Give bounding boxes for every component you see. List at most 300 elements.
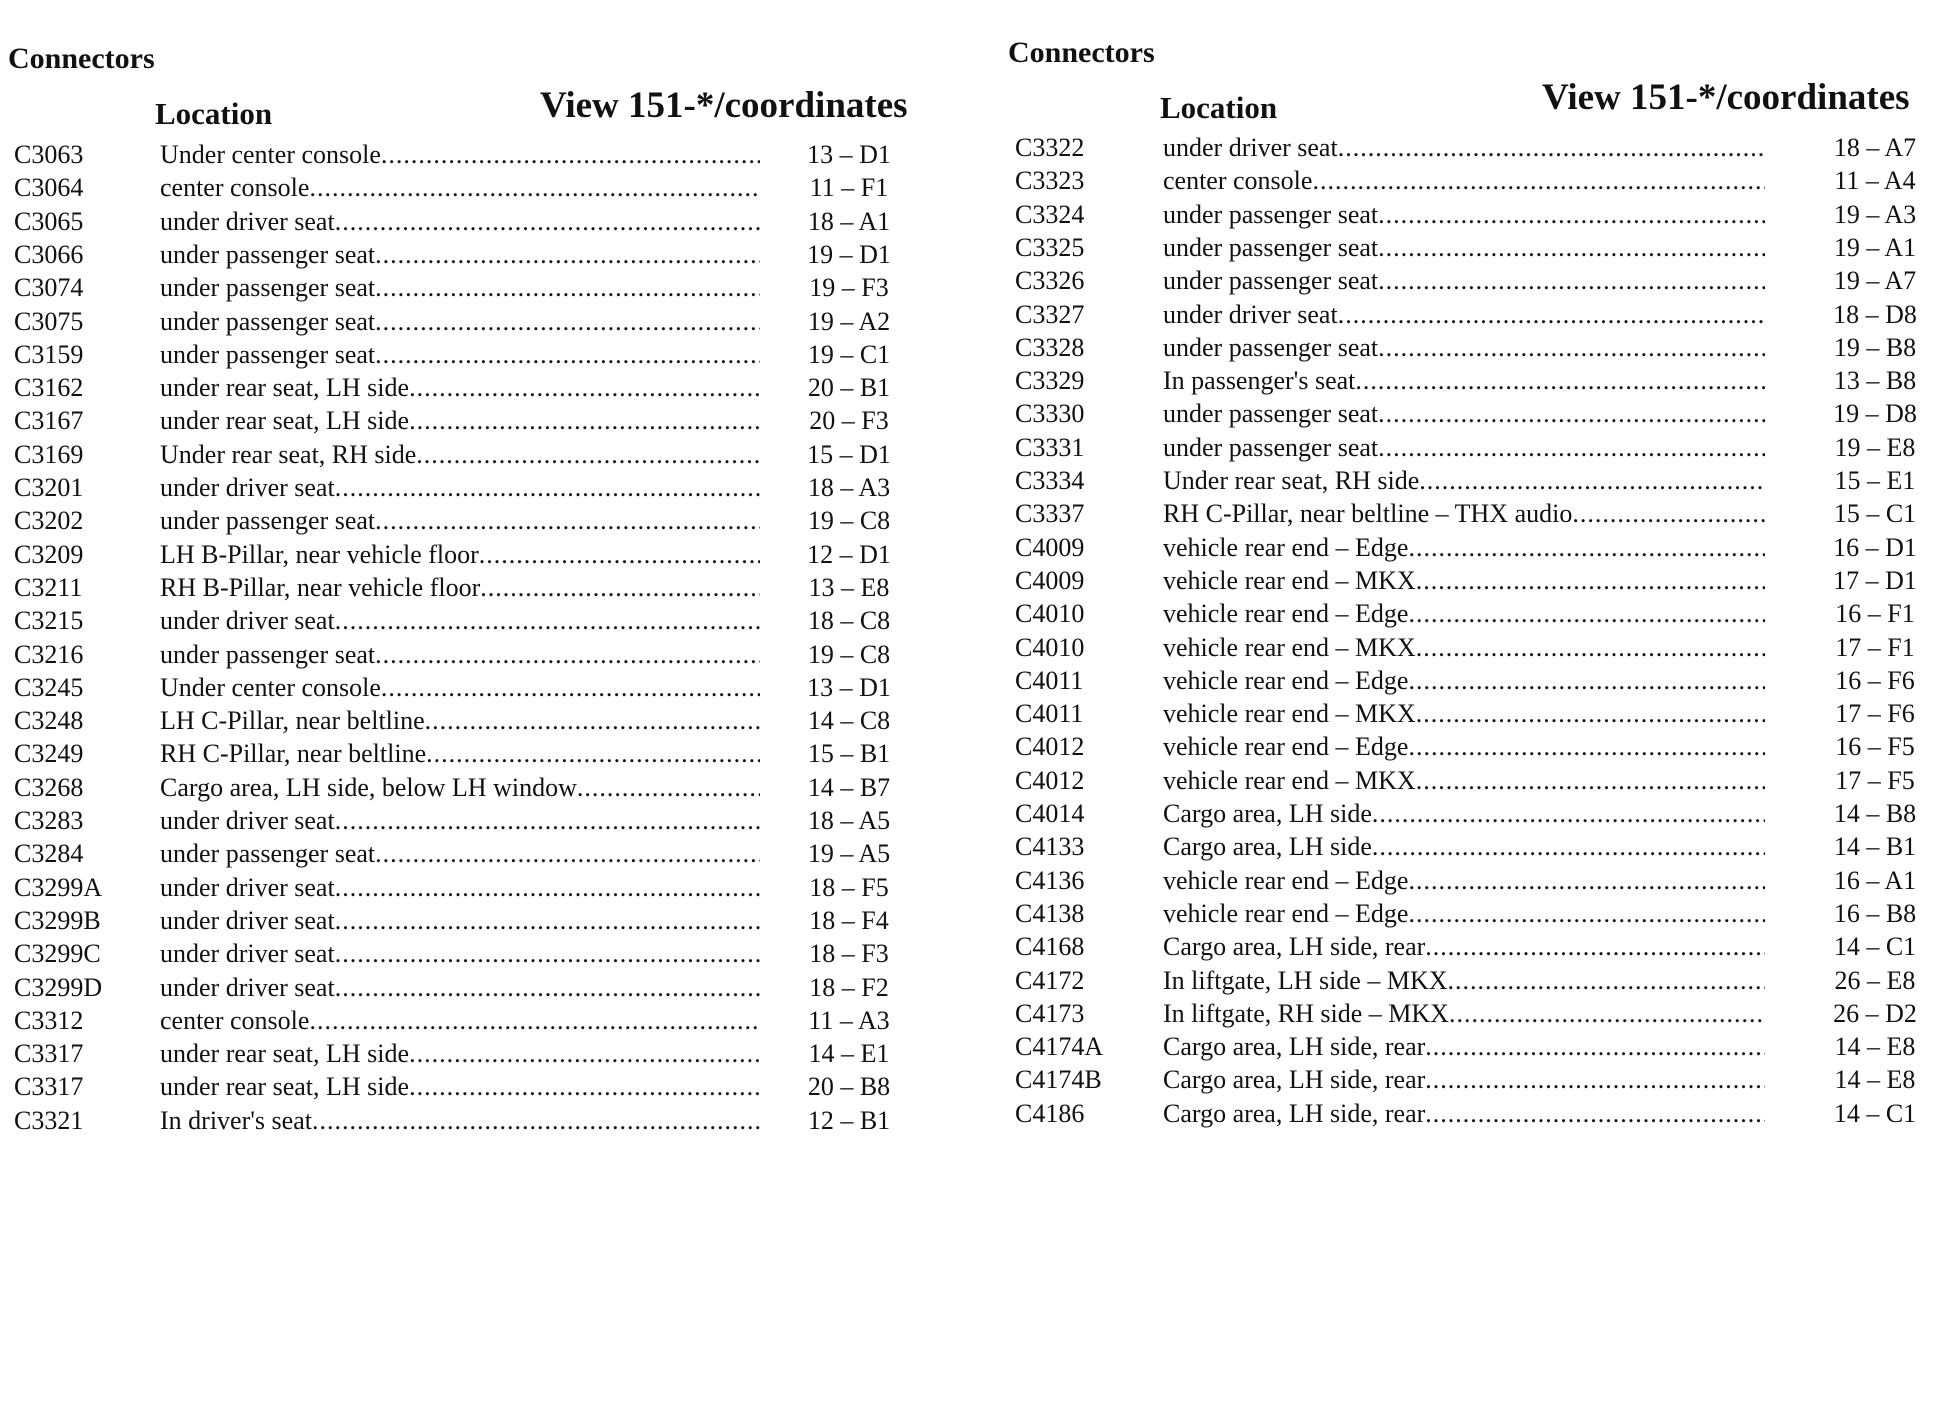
connector-code: C3066 xyxy=(14,239,84,269)
connector-code: C3201 xyxy=(14,473,84,502)
connector-code: C3284 xyxy=(14,839,84,869)
connector-location-text: vehicle rear end – MKX xyxy=(1163,765,1416,795)
connector-coordinates: 19 – F3 xyxy=(809,273,889,303)
connector-location-text: center console xyxy=(160,1005,310,1035)
dot-leader xyxy=(309,1006,760,1036)
connector-code: C3322 xyxy=(1015,133,1085,162)
connector-code: C3211 xyxy=(14,572,83,602)
connector-code: C4014 xyxy=(1015,799,1085,828)
connector-coordinates: 16 – F6 xyxy=(1835,665,1915,695)
connector-coordinates: 19 – C8 xyxy=(807,506,891,536)
connector-code: C4174A xyxy=(1015,1032,1104,1062)
connector-coordinates: 14 – E8 xyxy=(1834,1065,1916,1095)
connector-code: C3299A xyxy=(14,872,103,902)
connector-location xyxy=(160,739,760,769)
connector-location-text: under rear seat, LH side xyxy=(160,406,410,436)
dot-leader xyxy=(1355,366,1765,396)
connector-coordinates: 14 – C1 xyxy=(1833,932,1917,962)
connector-location-text: Cargo area, LH side xyxy=(1163,799,1372,828)
connector-location xyxy=(1163,766,1765,796)
dot-leader xyxy=(1372,799,1765,829)
connector-code: C3329 xyxy=(1015,366,1085,396)
connector-location-text: under driver seat xyxy=(160,206,335,236)
connector-code: C3321 xyxy=(14,1105,84,1135)
dot-leader xyxy=(375,839,760,869)
connector-coordinates: 19 – A3 xyxy=(1833,199,1917,229)
connector-location xyxy=(1163,732,1765,762)
connector-coordinates: 18 – A5 xyxy=(807,806,891,835)
dot-leader xyxy=(479,540,760,570)
connector-location xyxy=(160,573,760,603)
connector-code: C3317 xyxy=(14,1072,84,1102)
connector-coordinates: 18 – F3 xyxy=(809,939,889,969)
connector-location-text: under rear seat, LH side xyxy=(160,373,410,403)
dot-leader xyxy=(335,873,760,903)
connector-code: C3312 xyxy=(14,1005,84,1035)
connector-location-text: under driver seat xyxy=(160,972,335,1002)
dot-leader xyxy=(409,373,760,403)
connector-location-text: under rear seat, LH side xyxy=(160,1039,410,1069)
connector-location-text: In driver's seat xyxy=(160,1105,312,1135)
dot-leader xyxy=(1408,533,1765,563)
connector-location-text: Cargo area, LH side, rear xyxy=(1163,932,1426,962)
connector-code: C4012 xyxy=(1015,765,1085,795)
connector-location xyxy=(1163,799,1765,829)
dot-leader xyxy=(375,340,760,370)
dot-leader xyxy=(1572,499,1765,529)
connector-coordinates: 13 – B8 xyxy=(1833,366,1917,396)
connector-code: C4168 xyxy=(1015,932,1085,962)
connector-coordinates: 19 – A1 xyxy=(1833,232,1917,262)
connector-location-text: vehicle rear end – MKX xyxy=(1163,565,1416,595)
dot-leader xyxy=(312,1106,760,1136)
connector-coordinates: 17 – F5 xyxy=(1835,765,1915,795)
connector-location xyxy=(160,406,760,436)
dot-leader xyxy=(425,706,760,736)
connector-code: C3215 xyxy=(14,606,84,636)
connector-coordinates: 14 – B1 xyxy=(1833,832,1917,862)
connector-location-text: LH C-Pillar, near beltline xyxy=(160,706,425,736)
dot-leader xyxy=(335,207,760,237)
dot-leader xyxy=(335,473,760,503)
connector-location-text: Cargo area, LH side, rear xyxy=(1163,1098,1426,1128)
connectors-heading: Connectors xyxy=(8,42,155,75)
connector-code: C4011 xyxy=(1015,699,1084,729)
dot-leader xyxy=(375,240,760,270)
dot-leader xyxy=(1372,832,1765,862)
connector-location xyxy=(1163,166,1765,196)
dot-leader xyxy=(577,773,760,803)
connector-coordinates: 14 – B8 xyxy=(1833,799,1917,828)
connector-location-text: under passenger seat xyxy=(1163,432,1379,462)
connector-location xyxy=(160,939,760,969)
connector-location-text: under passenger seat xyxy=(160,239,376,269)
connector-location xyxy=(1163,832,1765,862)
connector-location-text: under driver seat xyxy=(160,905,335,935)
dot-leader xyxy=(375,506,760,536)
dot-leader xyxy=(480,573,760,603)
connector-location xyxy=(1163,366,1765,396)
connector-location-text: under driver seat xyxy=(1163,133,1338,162)
connector-coordinates: 14 – C1 xyxy=(1833,1098,1917,1128)
dot-leader xyxy=(335,939,760,969)
location-column-header: Location xyxy=(1160,90,1278,125)
connector-code: C3328 xyxy=(1015,332,1085,362)
connector-location-text: under driver seat xyxy=(1163,299,1338,329)
connector-coordinates: 15 – C1 xyxy=(1833,499,1917,529)
connector-coordinates: 12 – D1 xyxy=(807,539,891,569)
connector-code: C4133 xyxy=(1015,832,1085,862)
connector-code: C3330 xyxy=(1015,399,1085,429)
connector-code: C4009 xyxy=(1015,532,1085,562)
connector-location xyxy=(160,440,760,470)
connector-code: C4010 xyxy=(1015,632,1085,662)
connector-location-text: Under rear seat, RH side xyxy=(1163,466,1420,495)
connector-location-text: In liftgate, RH side – MKX xyxy=(1163,998,1449,1028)
connector-code: C4138 xyxy=(1015,898,1085,928)
connector-location-text: vehicle rear end – Edge xyxy=(1163,898,1409,928)
dot-leader xyxy=(1419,466,1765,496)
connector-coordinates: 18 – D8 xyxy=(1833,299,1917,329)
connector-location xyxy=(1163,466,1765,496)
connector-location-text: RH C-Pillar, near beltline – THX audio xyxy=(1163,499,1573,529)
dot-leader xyxy=(409,1072,760,1102)
connector-location xyxy=(1163,699,1765,729)
connector-location xyxy=(160,906,760,936)
connector-coordinates: 13 – D1 xyxy=(807,672,891,702)
connector-location-text: under passenger seat xyxy=(1163,332,1379,362)
connector-location xyxy=(160,806,760,836)
connector-location-text: Cargo area, LH side, rear xyxy=(1163,1065,1426,1095)
connector-coordinates: 20 – F3 xyxy=(809,406,889,436)
connector-location xyxy=(160,640,760,670)
connector-location xyxy=(160,173,760,203)
connector-code: C3074 xyxy=(14,273,84,303)
connector-location xyxy=(1163,266,1765,296)
connector-code: C4010 xyxy=(1015,599,1085,629)
connector-location-text: Cargo area, LH side, below LH window xyxy=(160,772,577,802)
connector-location-text: vehicle rear end – Edge xyxy=(1163,732,1409,762)
connector-code: C3159 xyxy=(14,339,84,369)
connector-location-text: under passenger seat xyxy=(160,506,376,536)
dot-leader xyxy=(1408,866,1765,896)
connector-coordinates: 18 – F2 xyxy=(809,972,889,1002)
connector-location xyxy=(1163,433,1765,463)
dot-leader xyxy=(1312,166,1765,196)
connector-location-text: under passenger seat xyxy=(1163,399,1379,429)
connector-coordinates: 15 – E1 xyxy=(1834,466,1916,495)
connector-location xyxy=(1163,633,1765,663)
connector-location-text: under passenger seat xyxy=(160,339,376,369)
connector-coordinates: 19 – A2 xyxy=(807,306,891,336)
connector-coordinates: 15 – B1 xyxy=(807,739,891,769)
connector-location xyxy=(160,373,760,403)
connector-coordinates: 19 – C1 xyxy=(807,339,891,369)
dot-leader xyxy=(1378,333,1765,363)
connector-location-text: Cargo area, LH side, rear xyxy=(1163,1032,1426,1062)
dot-leader xyxy=(416,440,760,470)
connector-location-text: under passenger seat xyxy=(160,273,376,303)
dot-leader xyxy=(1416,699,1765,729)
connector-code: C3167 xyxy=(14,406,84,436)
connector-location xyxy=(160,1106,760,1136)
dot-leader xyxy=(1408,666,1765,696)
connector-location xyxy=(160,1072,760,1102)
connector-code: C3162 xyxy=(14,373,84,403)
connector-location xyxy=(160,207,760,237)
dot-leader xyxy=(1425,1065,1765,1095)
connector-location xyxy=(1163,233,1765,263)
dot-leader xyxy=(375,640,760,670)
dot-leader xyxy=(1338,300,1765,330)
connector-coordinates: 17 – F6 xyxy=(1835,699,1915,729)
connector-location xyxy=(160,473,760,503)
connector-location-text: Under rear seat, RH side xyxy=(160,439,417,469)
connector-location-text: under driver seat xyxy=(160,606,335,636)
connector-location xyxy=(1163,566,1765,596)
connector-coordinates: 19 – B8 xyxy=(1833,332,1917,362)
connector-location xyxy=(160,506,760,536)
connector-location-text: under driver seat xyxy=(160,473,335,502)
connector-location xyxy=(160,307,760,337)
connector-coordinates: 14 – E8 xyxy=(1834,1032,1916,1062)
connector-code: C3323 xyxy=(1015,166,1085,196)
connector-code: C3245 xyxy=(14,672,84,702)
connector-coordinates: 16 – A1 xyxy=(1833,865,1917,895)
connector-location-text: RH B-Pillar, near vehicle floor xyxy=(160,572,481,602)
connector-code: C3064 xyxy=(14,173,84,203)
connector-coordinates: 12 – B1 xyxy=(807,1105,891,1135)
connector-code: C3283 xyxy=(14,806,84,835)
connector-location xyxy=(160,773,760,803)
connector-location-text: LH B-Pillar, near vehicle floor xyxy=(160,539,479,569)
dot-leader xyxy=(1378,266,1765,296)
connector-coordinates: 20 – B1 xyxy=(807,373,891,403)
connector-coordinates: 18 – A3 xyxy=(807,473,891,502)
connector-location xyxy=(1163,666,1765,696)
connector-location-text: vehicle rear end – MKX xyxy=(1163,632,1416,662)
connector-coordinates: 18 – F4 xyxy=(809,905,889,935)
dot-leader xyxy=(1425,1099,1765,1129)
connector-location xyxy=(1163,333,1765,363)
connector-location xyxy=(1163,966,1765,996)
dot-leader xyxy=(1378,433,1765,463)
view-coordinates-column-header: View 151-*/coordinates xyxy=(1542,77,1910,118)
connector-coordinates: 14 – E1 xyxy=(808,1039,890,1069)
connector-location-text: vehicle rear end – Edge xyxy=(1163,532,1409,562)
connector-code: C3324 xyxy=(1015,199,1085,229)
connector-coordinates: 11 – A4 xyxy=(1834,166,1916,196)
connector-code: C3209 xyxy=(14,539,84,569)
connector-location xyxy=(1163,1032,1765,1062)
connector-coordinates: 16 – B8 xyxy=(1833,898,1917,928)
connector-location-text: vehicle rear end – Edge xyxy=(1163,865,1409,895)
connector-location xyxy=(160,273,760,303)
connector-row xyxy=(1015,1099,1935,1139)
connector-location-text: under rear seat, LH side xyxy=(160,1072,410,1102)
dot-leader xyxy=(375,307,760,337)
connector-location-text: under passenger seat xyxy=(1163,199,1379,229)
dot-leader xyxy=(1449,999,1765,1029)
connector-coordinates: 19 – A7 xyxy=(1833,266,1917,296)
connector-code: C3065 xyxy=(14,206,84,236)
connector-location xyxy=(160,839,760,869)
connector-coordinates: 18 – F5 xyxy=(809,872,889,902)
connector-row xyxy=(14,1106,944,1146)
connector-location-text: vehicle rear end – MKX xyxy=(1163,699,1416,729)
connector-code: C3317 xyxy=(14,1039,84,1069)
connector-code: C3326 xyxy=(1015,266,1085,296)
dot-leader xyxy=(1408,899,1765,929)
connector-location-text: under passenger seat xyxy=(1163,266,1379,296)
dot-leader xyxy=(381,673,760,703)
connector-location xyxy=(160,1039,760,1069)
dot-leader xyxy=(375,273,760,303)
connector-location xyxy=(160,240,760,270)
connector-location xyxy=(160,1006,760,1036)
connector-location xyxy=(160,673,760,703)
dot-leader xyxy=(1378,200,1765,230)
connector-location xyxy=(1163,599,1765,629)
dot-leader xyxy=(1338,133,1765,163)
connector-location xyxy=(160,606,760,636)
connector-location xyxy=(1163,499,1765,529)
connector-location xyxy=(1163,999,1765,1029)
connector-location-text: In liftgate, LH side – MKX xyxy=(1163,965,1448,995)
connector-location-text: Under center console xyxy=(160,140,381,169)
connector-coordinates: 19 – D8 xyxy=(1833,399,1917,429)
connector-location-text: under passenger seat xyxy=(160,306,376,336)
dot-leader xyxy=(1425,932,1765,962)
connector-location-text: under driver seat xyxy=(160,872,335,902)
dot-leader xyxy=(335,806,760,836)
dot-leader xyxy=(1448,966,1765,996)
connector-code: C4012 xyxy=(1015,732,1085,762)
connector-coordinates: 11 – F1 xyxy=(809,173,889,203)
connector-code: C3331 xyxy=(1015,432,1085,462)
connector-code: C3268 xyxy=(14,772,84,802)
connector-code: C3299C xyxy=(14,939,101,969)
connector-location xyxy=(160,973,760,1003)
connector-code: C3169 xyxy=(14,439,84,469)
connector-coordinates: 11 – A3 xyxy=(808,1005,890,1035)
connector-code: C3202 xyxy=(14,506,84,536)
connector-coordinates: 19 – E8 xyxy=(1834,432,1916,462)
connector-code: C3075 xyxy=(14,306,84,336)
connector-coordinates: 19 – D1 xyxy=(807,239,891,269)
dot-leader xyxy=(1425,1032,1765,1062)
dot-leader xyxy=(1416,633,1765,663)
connector-location xyxy=(160,873,760,903)
connector-location-text: under passenger seat xyxy=(160,839,376,869)
dot-leader xyxy=(426,739,760,769)
connector-code: C3327 xyxy=(1015,299,1085,329)
location-column-header: Location xyxy=(155,96,273,131)
connector-code: C4173 xyxy=(1015,998,1085,1028)
view-coordinates-column-header: View 151-*/coordinates xyxy=(540,85,908,126)
connector-location xyxy=(1163,866,1765,896)
dot-leader xyxy=(335,906,760,936)
connector-coordinates: 17 – D1 xyxy=(1833,565,1917,595)
dot-leader xyxy=(309,173,760,203)
connector-code: C4172 xyxy=(1015,965,1085,995)
connector-location-text: under driver seat xyxy=(160,939,335,969)
dot-leader xyxy=(1408,732,1765,762)
connector-code: C3249 xyxy=(14,739,84,769)
connector-location xyxy=(1163,899,1765,929)
connector-location xyxy=(1163,200,1765,230)
connector-code: C4186 xyxy=(1015,1098,1085,1128)
dot-leader xyxy=(409,1039,760,1069)
connector-location-text: under passenger seat xyxy=(160,639,376,669)
connector-coordinates: 17 – F1 xyxy=(1835,632,1915,662)
connector-location-text: Under center console xyxy=(160,672,381,702)
connector-coordinates: 18 – C8 xyxy=(807,606,891,636)
dot-leader xyxy=(335,973,760,1003)
connector-coordinates: 26 – E8 xyxy=(1834,965,1916,995)
connector-code: C4009 xyxy=(1015,565,1085,595)
connector-code: C3063 xyxy=(14,140,84,169)
connector-location xyxy=(160,340,760,370)
connector-coordinates: 16 – F5 xyxy=(1835,732,1915,762)
dot-leader xyxy=(1378,399,1765,429)
connector-location-text: vehicle rear end – Edge xyxy=(1163,665,1409,695)
connector-coordinates: 14 – B7 xyxy=(807,772,891,802)
dot-leader xyxy=(409,406,760,436)
dot-leader xyxy=(1416,766,1765,796)
connector-coordinates: 18 – A1 xyxy=(807,206,891,236)
connector-coordinates: 13 – E8 xyxy=(808,572,890,602)
connector-location xyxy=(1163,1099,1765,1129)
connector-location xyxy=(1163,399,1765,429)
connector-coordinates: 19 – A5 xyxy=(807,839,891,869)
connector-code: C4136 xyxy=(1015,865,1085,895)
connector-code: C4011 xyxy=(1015,665,1084,695)
dot-leader xyxy=(381,140,760,170)
connector-coordinates: 16 – D1 xyxy=(1833,532,1917,562)
dot-leader xyxy=(1408,599,1765,629)
dot-leader xyxy=(335,606,760,636)
connector-location-text: center console xyxy=(1163,166,1313,196)
connector-location-text: center console xyxy=(160,173,310,203)
connector-location-text: under passenger seat xyxy=(1163,232,1379,262)
connector-location xyxy=(1163,300,1765,330)
connector-location-text: under driver seat xyxy=(160,806,335,835)
connector-code: C4174B xyxy=(1015,1065,1102,1095)
connector-location xyxy=(160,140,760,170)
connector-code: C3325 xyxy=(1015,232,1085,262)
connector-code: C3334 xyxy=(1015,466,1085,495)
connector-location xyxy=(1163,133,1765,163)
connector-code: C3299D xyxy=(14,972,103,1002)
connector-location-text: In passenger's seat xyxy=(1163,366,1356,396)
connector-location xyxy=(1163,533,1765,563)
connector-code: C3337 xyxy=(1015,499,1085,529)
connector-code: C3216 xyxy=(14,639,84,669)
connector-coordinates: 15 – D1 xyxy=(807,439,891,469)
connector-location xyxy=(160,706,760,736)
connector-coordinates: 13 – D1 xyxy=(807,140,891,169)
connector-coordinates: 26 – D2 xyxy=(1833,998,1917,1028)
dot-leader xyxy=(1378,233,1765,263)
connector-location-text: vehicle rear end – Edge xyxy=(1163,599,1409,629)
connector-coordinates: 18 – A7 xyxy=(1833,133,1917,162)
connectors-heading: Connectors xyxy=(1008,36,1155,69)
connector-location xyxy=(1163,932,1765,962)
connector-location-text: Cargo area, LH side xyxy=(1163,832,1372,862)
connector-coordinates: 14 – C8 xyxy=(807,706,891,736)
connector-location xyxy=(160,540,760,570)
